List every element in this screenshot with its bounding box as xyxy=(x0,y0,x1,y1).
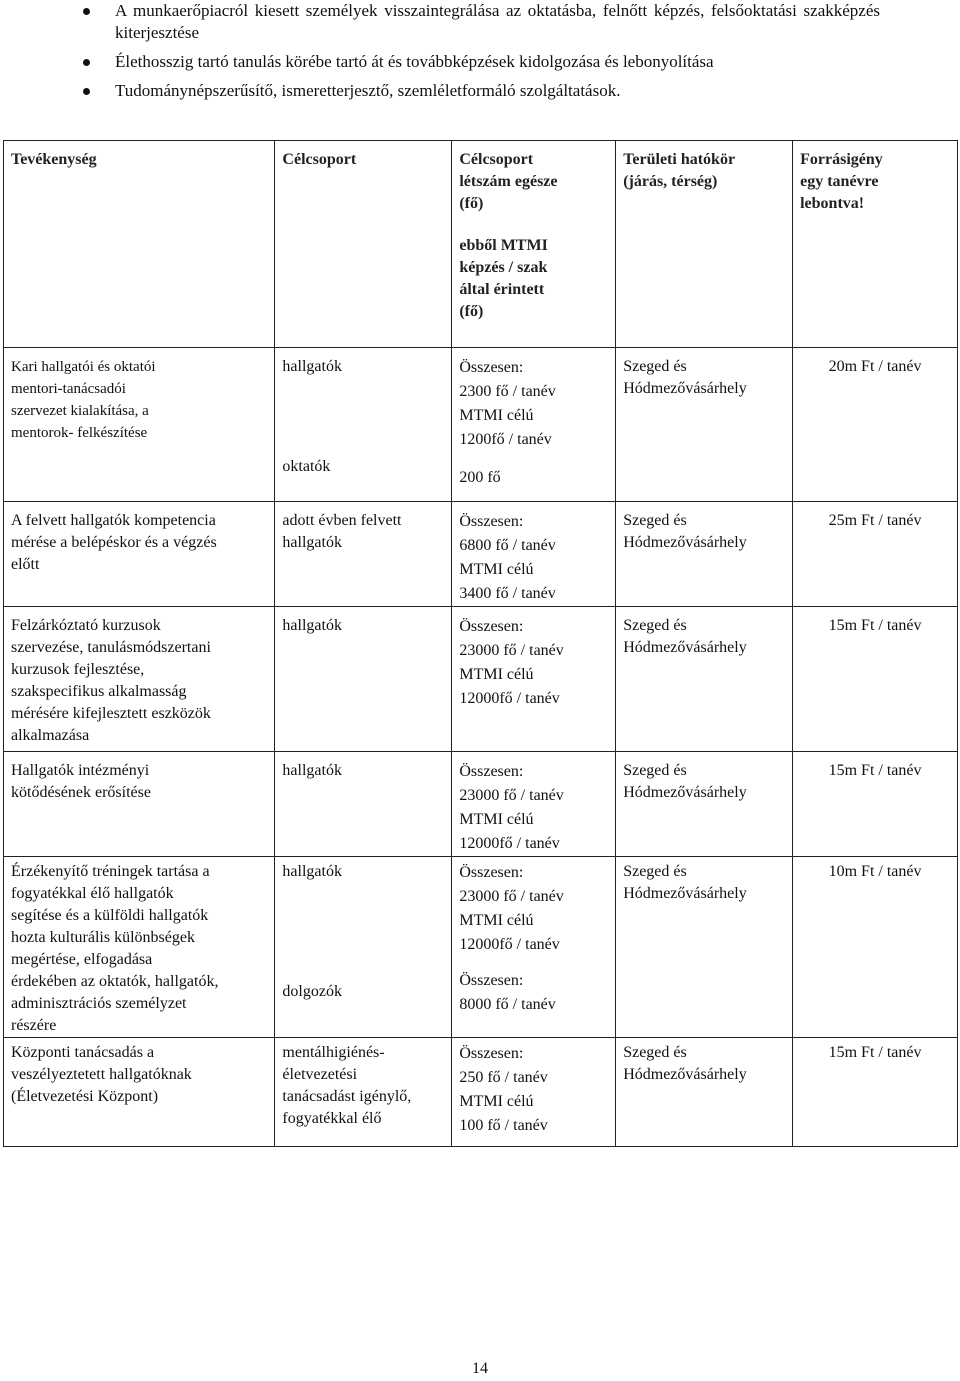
row2-activity: A felvett hallgatók kompetencia mérése a belépéskor és a végzés előtt xyxy=(4,502,275,607)
row1-group2: oktatók xyxy=(282,458,331,475)
row3-scope: Szeged és Hódmezővásárhely xyxy=(616,607,793,752)
bullet-item xyxy=(80,0,880,44)
row5-count2: Összesen: 8000 fő / tanév xyxy=(459,972,556,1013)
row4-activity: Hallgatók intézményi kötődésének erősítése xyxy=(4,752,275,857)
table-row xyxy=(4,348,958,502)
table-row xyxy=(4,752,958,857)
row1-source: 20m Ft / tanév xyxy=(793,348,958,502)
table-header-row xyxy=(4,141,958,348)
row4-source: 15m Ft / tanév xyxy=(793,752,958,857)
row3-activity: Felzárkóztató kurzusok szervezése, tanulásmódszertani kurzusok fejlesztése, szakspecifikus alkalmasság mérésére kifejlesztett eszközök alkalmazása xyxy=(4,607,275,752)
row3-count: Összesen: 23000 fő / tanév MTMI célú 12000fő / tanév xyxy=(452,607,616,752)
header-count-sub: ebből MTMI képzés / szak által érintett (fő) xyxy=(459,237,548,320)
row6-activity: Központi tanácsadás a veszélyeztetett hallgatóknak (Életvezetési Központ) xyxy=(4,1038,275,1147)
header-source: Forrásigény egy tanévre lebontva! xyxy=(793,141,958,348)
row1-count2: 200 fő xyxy=(459,469,501,486)
table-row xyxy=(4,857,958,1038)
row1-group: hallgatók oktatók xyxy=(275,348,452,502)
activity-table xyxy=(3,140,958,1147)
row5-activity: Érzékenyítő tréningek tartása a fogyatékkal élő hallgatók segítése és a külföldi hallgatók hozta kulturális különbségek megértése, elfogadása érdekében az oktatók, hallgatók, adminisztrációs személyzet részére xyxy=(4,857,275,1038)
bullet-dot-icon xyxy=(83,8,90,15)
row4-scope: Szeged és Hódmezővásárhely xyxy=(616,752,793,857)
row4-group: hallgatók xyxy=(275,752,452,857)
row2-source: 25m Ft / tanév xyxy=(793,502,958,607)
row4-count: Összesen: 23000 fő / tanév MTMI célú 12000fő / tanév xyxy=(452,752,616,857)
header-target-group: Célcsoport xyxy=(275,141,452,348)
page-number: 14 xyxy=(472,1360,488,1377)
bullet-item xyxy=(80,51,714,73)
row6-scope: Szeged és Hódmezővásárhely xyxy=(616,1038,793,1147)
table-row xyxy=(4,502,958,607)
row2-group: adott évben felvett hallgatók xyxy=(275,502,452,607)
bullet-dot-icon xyxy=(83,59,90,66)
table-row xyxy=(4,607,958,752)
row2-scope: Szeged és Hódmezővásárhely xyxy=(616,502,793,607)
header-scope: Területi hatókör (járás, térség) xyxy=(616,141,793,348)
row5-scope: Szeged és Hódmezővásárhely xyxy=(616,857,793,1038)
bullet-item xyxy=(80,80,620,102)
row6-source: 15m Ft / tanév xyxy=(793,1038,958,1147)
bullet-text: Élethosszig tartó tanulás körébe tartó át és továbbképzések kidolgozása és lebonyolítása xyxy=(115,52,714,71)
bullet-dot-icon xyxy=(83,88,90,95)
header-count: Célcsoport létszám egésze (fő) ebből MTMI képzés / szak által érintett (fő) xyxy=(452,141,616,348)
row1-scope: Szeged és Hódmezővásárhely xyxy=(616,348,793,502)
row6-group: mentálhigiénés- életvezetési tanácsadást igénylő, fogyatékkal élő xyxy=(275,1038,452,1147)
row5-source: 10m Ft / tanév xyxy=(793,857,958,1038)
row5-count: Összesen: 23000 fő / tanév MTMI célú 12000fő / tanév Összesen: 8000 fő / tanév xyxy=(452,857,616,1038)
row1-activity: Kari hallgatói és oktatói mentori-tanácsadói szervezet kialakítása, a mentorok- felkészítése xyxy=(4,348,275,502)
bullet-text: A munkaerőpiacról kiesett személyek visszaintegrálása az oktatásba, felnőtt képzés, felsőoktatási szakképzés kiterjesztése xyxy=(115,1,880,42)
row5-group: hallgatók dolgozók xyxy=(275,857,452,1038)
row1-count: Összesen: 2300 fő / tanév MTMI célú 1200fő / tanév 200 fő xyxy=(452,348,616,502)
bullet-text: Tudománynépszerűsítő, ismeretterjesztő, szemléletformáló szolgáltatások. xyxy=(115,81,621,100)
header-activity: Tevékenység xyxy=(4,141,275,348)
row6-count: Összesen: 250 fő / tanév MTMI célú 100 fő / tanév xyxy=(452,1038,616,1147)
row3-source: 15m Ft / tanév xyxy=(793,607,958,752)
row3-group: hallgatók xyxy=(275,607,452,752)
table-row xyxy=(4,1038,958,1147)
row2-count: Összesen: 6800 fő / tanév MTMI célú 3400 fő / tanév xyxy=(452,502,616,607)
row5-group2: dolgozók xyxy=(282,983,342,1000)
